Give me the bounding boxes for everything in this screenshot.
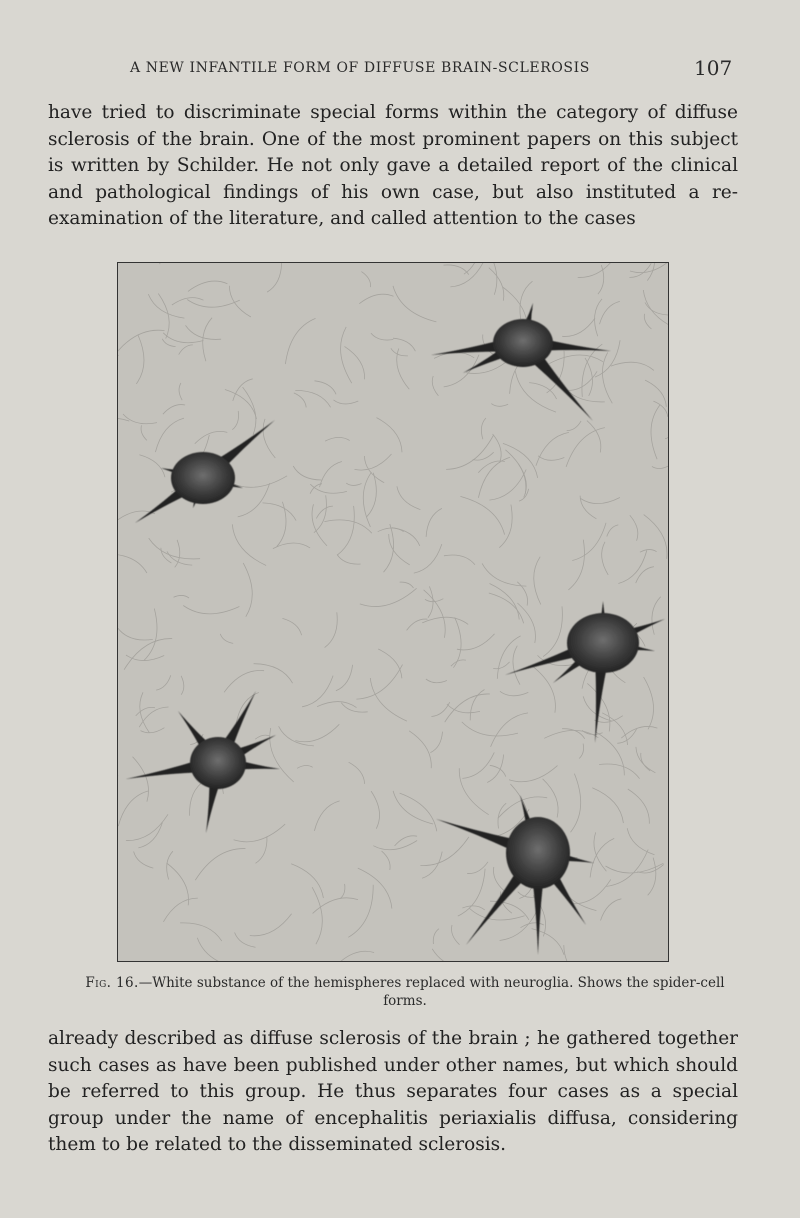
page-number: 107 (694, 56, 733, 80)
paragraph-text: have tried to discriminate special forms within the category of diffuse sclerosis of the brain. One of the most prominent papers on this subject is written by Schilder. He not only gave a detailed report of the clinical and pathological findings of his own case, but also instituted a re-examination of the literature, and called attention to the cases (48, 102, 738, 229)
figure-photomicrograph (117, 262, 669, 962)
figure-label: Fig. 16. (85, 975, 139, 991)
running-title: A NEW INFANTILE FORM OF DIFFUSE BRAIN-SCLEROSIS (130, 60, 590, 76)
paragraph-text: already described as diffuse sclerosis of the brain ; he gathered together such cases as have been published under other names, but which should be referred to this group. He thus separates four cases as a special group under the name of encephalitis periaxialis diffusa, considering them to be related to the disseminated sclerosis. (48, 1028, 738, 1155)
spider-cells-image (118, 263, 669, 962)
figure-caption (80, 974, 730, 1010)
figure-caption-text: —White substance of the hemispheres replaced with neuroglia. Shows the spider-cell forms. (138, 975, 725, 1009)
body-paragraph-bottom (48, 1026, 738, 1159)
body-paragraph-top (48, 100, 738, 233)
